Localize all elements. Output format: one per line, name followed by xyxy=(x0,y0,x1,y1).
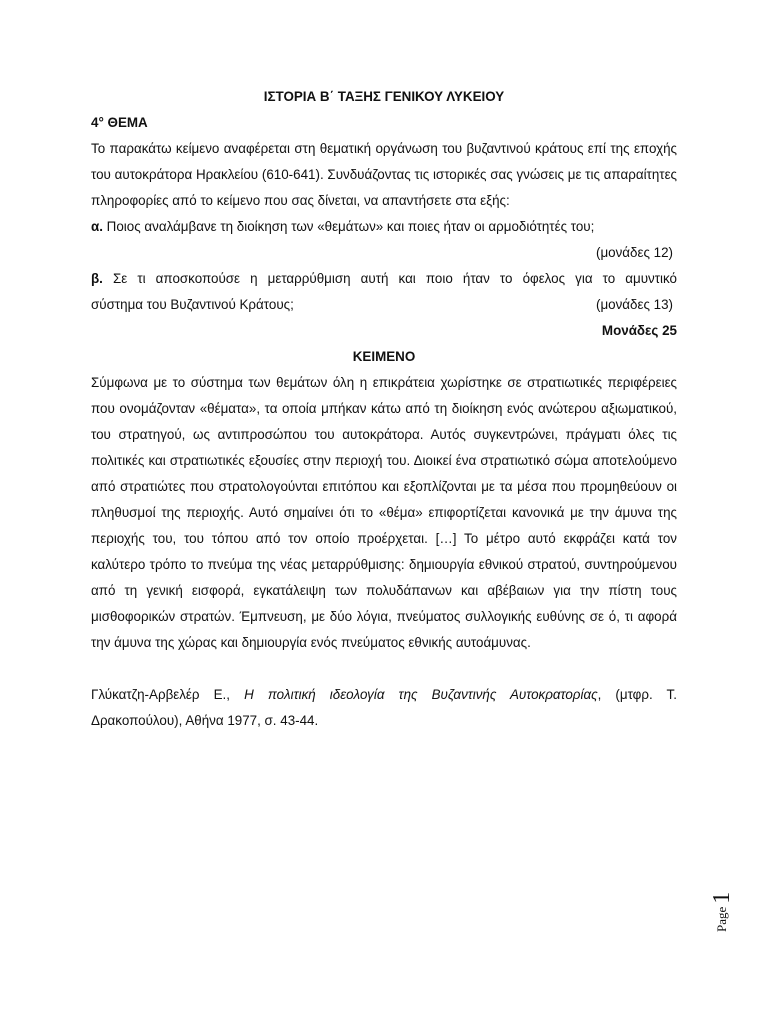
page-number-marker xyxy=(708,884,736,932)
total-marks: Μονάδες 25 xyxy=(601,323,677,338)
question-a xyxy=(91,214,677,240)
text-section-title: ΚΕΙΜΕΝΟ xyxy=(352,349,416,364)
text-section-body: Σύμφωνα με το σύστημα των θεμάτων όλη η επικράτεια χωρίστηκε σε στρατιωτικές περιφέρειες που ονομάζονταν «θέματα», τα οποία μπήκαν κάτω από τη διοίκηση ενός ανώτερου αξιωματικού, του στρατηγού, ως αντιπροσώπου του αυτοκράτορα. Αυτός συγκεντρώνει, πράγματι όλες τις πολιτικές και στρατιωτικές εξουσίες στην περιοχή του. Διοικεί ένα στρατιωτικό σώμα αποτελούμενο από στρατιώτες που στρατολογούνται επιτόπου και εξοπλίζονται με τα μέσα που προμηθεύουν οι πληθυσμοί της περιοχής. Αυτό σημαίνει ότι το «θέμα» επιφορτίζεται κανονικά με την άμυνα της περιοχής του, του τόπου από τον οποίο προέρχεται. […] Το μέτρο αυτό εκφράζει κατά τον καλύτερο τρόπο το πνεύμα της νέας μεταρρύθμισης: δημιουργία εθνικού στρατού, συντηρούμενου από τη γενική εισφορά, εγκατάλειψη των πολυδάπανων και αβέβαιων για την πίστη τους μισθοφορικών στρατών. Έμπνευση, με δύο λόγια, πνεύματος συλλογικής ευθύνης σε ό, τι αφορά την άμυνα της χώρας και δημιουργία ενός πνεύματος εθνικής αυτοάμυνας. xyxy=(91,375,677,650)
document-page xyxy=(91,84,677,734)
question-b xyxy=(91,266,677,292)
question-b-marks: (μονάδες 13) xyxy=(595,297,673,312)
question-a-text: Ποιος αναλάμβανε τη διοίκηση των «θεμάτων» και ποιες ήταν οι αρμοδιότητές του; xyxy=(102,219,595,234)
spacer xyxy=(91,656,677,682)
page-label: Page xyxy=(714,906,729,932)
document-title: ΙΣΤΟΡΙΑ Β΄ ΤΑΞΗΣ ΓΕΝΙΚΟΥ ΛΥΚΕΙΟΥ xyxy=(263,89,505,104)
question-b-letter: β. xyxy=(91,271,103,286)
reference-author: Γλύκατζη-Αρβελέρ Ε., xyxy=(91,687,245,702)
page-number: 1 xyxy=(708,891,735,904)
question-b-text-line1: Σε τι αποσκοπούσε η μεταρρύθμιση αυτή και ποιο ήταν το όφελος για το αμυντικό xyxy=(102,271,677,286)
question-a-letter: α. xyxy=(91,219,103,234)
question-a-marks: (μονάδες 12) xyxy=(595,245,673,260)
theme-heading: 4° ΘΕΜΑ xyxy=(91,115,148,130)
question-b-row xyxy=(91,292,677,318)
reference-title: Η πολιτική ιδεολογία της Βυζαντινής Αυτοκρατορίας xyxy=(244,687,598,702)
question-b-text-line2: σύστημα του Βυζαντινού Κράτους; xyxy=(91,297,294,312)
reference-citation xyxy=(91,682,677,734)
intro-paragraph: Το παρακάτω κείμενο αναφέρεται στη θεματική οργάνωση του βυζαντινού κράτους επί της εποχής του αυτοκράτορα Ηρακλείου (610-641). Συνδυάζοντας τις ιστορικές σας γνώσεις με τις απαραίτητες πληροφορίες από το κείμενο που σας δίνεται, να απαντήσετε στα εξής: xyxy=(91,141,677,208)
reference-rest: , (μτφρ. Τ. Δρακοπούλου), Αθήνα 1977, σ. 43-44. xyxy=(91,687,677,728)
